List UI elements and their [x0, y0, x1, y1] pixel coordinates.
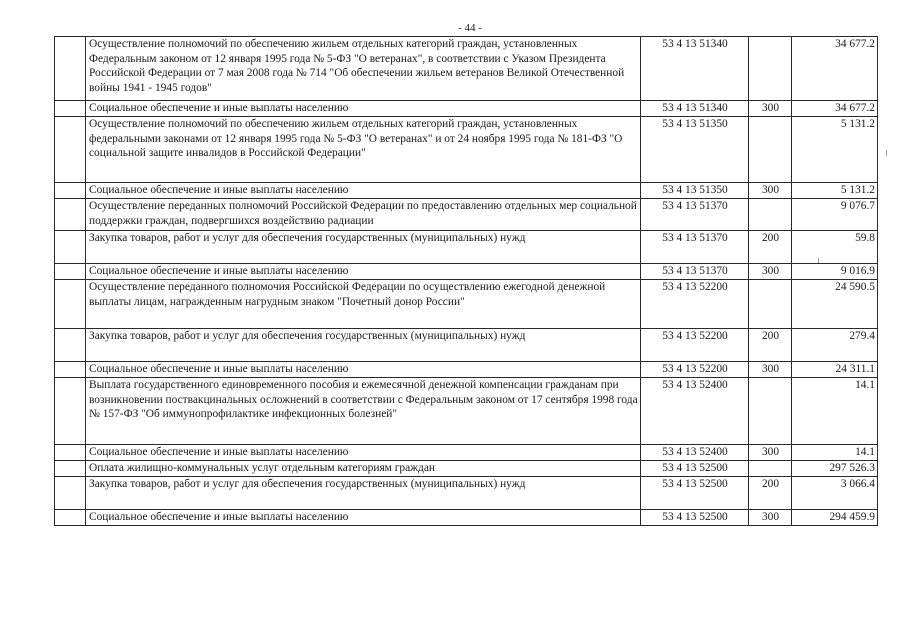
table-row [55, 378, 878, 445]
row-blank-cell [55, 477, 86, 510]
row-blank-cell [55, 37, 86, 101]
row-sum-cell: 5 131.2 [792, 183, 878, 199]
row-name-cell: Социальное обеспечение и иные выплаты населению [86, 510, 641, 526]
row-name-cell: Социальное обеспечение и иные выплаты населению [86, 183, 641, 199]
row-expense-type-cell: 300 [749, 362, 792, 378]
budget-table [54, 36, 878, 526]
table-row [55, 231, 878, 264]
row-name-cell: Социальное обеспечение и иные выплаты населению [86, 362, 641, 378]
scan-artifact-mark [818, 258, 819, 263]
row-blank-cell [55, 117, 86, 183]
row-code-cell: 53 4 13 51370 [641, 264, 749, 280]
row-sum-cell: 9 016.9 [792, 264, 878, 280]
row-expense-type-cell [749, 117, 792, 183]
table-row [55, 329, 878, 362]
row-blank-cell [55, 445, 86, 461]
row-name-cell: Осуществление переданных полномочий Российской Федерации по предоставлению отдельных мер социальной поддержки граждан, подвергшихся воздействию радиации [86, 199, 641, 231]
row-code-cell: 53 4 13 52200 [641, 329, 749, 362]
row-code-cell: 53 4 13 52200 [641, 280, 749, 329]
row-sum-cell: 294 459.9 [792, 510, 878, 526]
row-expense-type-cell: 200 [749, 231, 792, 264]
row-code-cell: 53 4 13 52500 [641, 510, 749, 526]
row-name-cell: Осуществление переданного полномочия Российской Федерации по осуществлению ежегодной денежной выплаты лицам, награжденным нагрудным знаком "Почетный донор России" [86, 280, 641, 329]
row-name-cell: Закупка товаров, работ и услуг для обеспечения государственных (муниципальных) нужд [86, 231, 641, 264]
row-code-cell: 53 4 13 51340 [641, 101, 749, 117]
row-name-cell: Выплата государственного единовременного пособия и ежемесячной денежной компенсации гражданам при возникновении поствакцинальных осложнений в соответствии с Федеральным законом от 17 сентября 1998 года № 157-ФЗ "Об иммунопрофилактике инфекционных болезней" [86, 378, 641, 445]
row-sum-cell: 297 526.3 [792, 461, 878, 477]
row-expense-type-cell: 300 [749, 445, 792, 461]
row-blank-cell [55, 461, 86, 477]
row-blank-cell [55, 329, 86, 362]
row-sum-cell: 14.1 [792, 378, 878, 445]
row-expense-type-cell [749, 280, 792, 329]
row-code-cell: 53 4 13 52400 [641, 445, 749, 461]
row-sum-cell: 34 677.2 [792, 37, 878, 101]
row-sum-cell: 279.4 [792, 329, 878, 362]
row-expense-type-cell: 300 [749, 264, 792, 280]
table-row [55, 37, 878, 101]
row-expense-type-cell [749, 378, 792, 445]
row-expense-type-cell [749, 37, 792, 101]
row-name-cell: Социальное обеспечение и иные выплаты населению [86, 445, 641, 461]
row-expense-type-cell [749, 199, 792, 231]
row-code-cell: 53 4 13 52500 [641, 461, 749, 477]
row-sum-cell: 3 066.4 [792, 477, 878, 510]
table-row [55, 117, 878, 183]
table-row [55, 101, 878, 117]
row-blank-cell [55, 362, 86, 378]
row-expense-type-cell: 300 [749, 183, 792, 199]
row-sum-cell: 34 677.2 [792, 101, 878, 117]
row-code-cell: 53 4 13 51340 [641, 37, 749, 101]
row-blank-cell [55, 199, 86, 231]
scan-artifact-mark [886, 150, 887, 156]
table-row [55, 477, 878, 510]
row-sum-cell: 24 311.1 [792, 362, 878, 378]
row-expense-type-cell: 300 [749, 510, 792, 526]
row-blank-cell [55, 264, 86, 280]
table-row [55, 264, 878, 280]
row-code-cell: 53 4 13 51370 [641, 231, 749, 264]
row-blank-cell [55, 231, 86, 264]
row-sum-cell: 9 076.7 [792, 199, 878, 231]
row-expense-type-cell: 300 [749, 101, 792, 117]
row-blank-cell [55, 378, 86, 445]
row-expense-type-cell [749, 461, 792, 477]
table-row [55, 280, 878, 329]
table-row [55, 183, 878, 199]
row-name-cell: Социальное обеспечение и иные выплаты населению [86, 101, 641, 117]
row-blank-cell [55, 183, 86, 199]
row-code-cell: 53 4 13 51370 [641, 199, 749, 231]
row-name-cell: Социальное обеспечение и иные выплаты населению [86, 264, 641, 280]
row-sum-cell: 59.8 [792, 231, 878, 264]
budget-table-body [55, 37, 878, 526]
row-name-cell: Закупка товаров, работ и услуг для обеспечения государственных (муниципальных) нужд [86, 329, 641, 362]
table-row [55, 362, 878, 378]
row-code-cell: 53 4 13 51350 [641, 117, 749, 183]
row-blank-cell [55, 101, 86, 117]
row-code-cell: 53 4 13 52500 [641, 477, 749, 510]
row-expense-type-cell: 200 [749, 329, 792, 362]
row-code-cell: 53 4 13 52200 [641, 362, 749, 378]
row-blank-cell [55, 280, 86, 329]
table-row [55, 445, 878, 461]
row-blank-cell [55, 510, 86, 526]
row-sum-cell: 14.1 [792, 445, 878, 461]
row-sum-cell: 5 131.2 [792, 117, 878, 183]
page-number: - 44 - [458, 22, 482, 34]
row-expense-type-cell: 200 [749, 477, 792, 510]
table-row [55, 510, 878, 526]
row-name-cell: Осуществление полномочий по обеспечению жильем отдельных категорий граждан, установленных федеральными законами от 12 января 1995 года № 5-ФЗ "О ветеранах" и от 24 ноября 1995 года № 181-ФЗ "О социальной защите инвалидов в Российской Федерации" [86, 117, 641, 183]
row-sum-cell: 24 590.5 [792, 280, 878, 329]
table-row [55, 199, 878, 231]
table-row [55, 461, 878, 477]
row-code-cell: 53 4 13 51350 [641, 183, 749, 199]
row-name-cell: Оплата жилищно-коммунальных услуг отдельным категориям граждан [86, 461, 641, 477]
row-name-cell: Закупка товаров, работ и услуг для обеспечения государственных (муниципальных) нужд [86, 477, 641, 510]
row-name-cell: Осуществление полномочий по обеспечению жильем отдельных категорий граждан, установленных Федеральным законом от 12 января 1995 года № 5-ФЗ "О ветеранах", в соответствии с Указом Президента Российской Федерации от 7 мая 2008 года № 714 "Об обеспечении жильем ветеранов Великой Отечественной войны 1941 - 1945 годов" [86, 37, 641, 101]
row-code-cell: 53 4 13 52400 [641, 378, 749, 445]
